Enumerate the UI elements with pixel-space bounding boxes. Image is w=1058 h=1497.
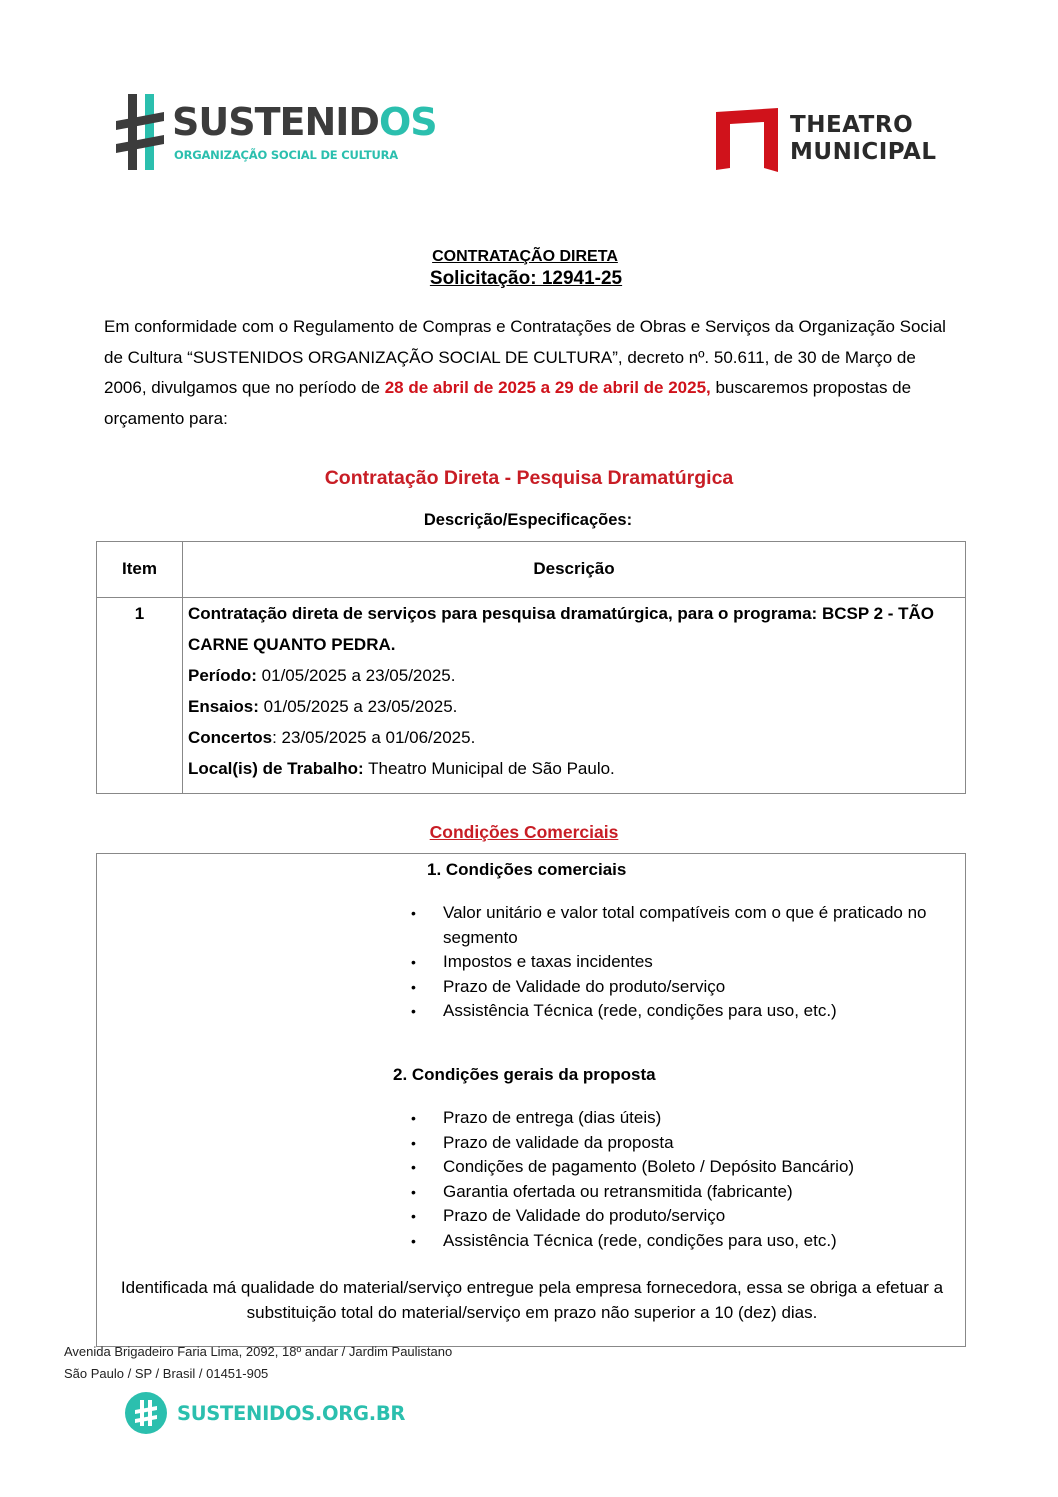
list-item: • Assistência Técnica (rede, condições para uso, etc.) bbox=[97, 1229, 967, 1254]
sustenidos-logo bbox=[116, 94, 437, 174]
rehearsals-line: Ensaios: 01/05/2025 a 23/05/2025. bbox=[188, 697, 458, 716]
theatro-name: THEATRO MUNICIPAL bbox=[790, 112, 937, 165]
list-item: • Condições de pagamento (Boleto / Depósito Bancário) bbox=[97, 1155, 967, 1180]
theatro-municipal-logo bbox=[716, 108, 956, 174]
request-number: Solicitação: 12941-25 bbox=[429, 268, 623, 289]
section-title: Contratação Direta - Pesquisa Dramatúrgica bbox=[324, 467, 734, 489]
list-item: • Garantia ofertada ou retransmitida (fabricante) bbox=[97, 1180, 967, 1205]
conditions-heading-1: 1. Condições comerciais bbox=[427, 860, 627, 879]
column-header-item: Item bbox=[122, 559, 157, 578]
location-line: Local(is) de Trabalho: Theatro Municipal de São Paulo. bbox=[188, 759, 615, 778]
item-number: 1 bbox=[134, 604, 145, 623]
hash-circle-icon bbox=[125, 1392, 167, 1434]
period-highlight: 28 de abril de 2025 a 29 de abril de 2025, bbox=[384, 378, 711, 397]
list-item: • Prazo de Validade do produto/serviço bbox=[97, 1204, 967, 1229]
hash-logo-icon bbox=[116, 94, 164, 170]
footer-address-line-1: Avenida Brigadeiro Faria Lima, 2092, 18º andar / Jardim Paulistano bbox=[64, 1344, 453, 1359]
list-item: • Valor unitário e valor total compatíveis com o que é praticado no segmento bbox=[97, 901, 967, 950]
item-headline: Contratação direta de serviços para pesquisa dramatúrgica, para o programa: BCSP 2 - TÃO CARNE QUANTO PEDRA. bbox=[188, 604, 935, 654]
column-header-description: Descrição bbox=[533, 559, 615, 578]
list-item: • Prazo de Validade do produto/serviço bbox=[97, 975, 967, 1000]
concerts-line: Concertos: 23/05/2025 a 01/06/2025. bbox=[188, 728, 476, 747]
brand-name: SUSTENIDOS bbox=[172, 100, 437, 144]
document-title: CONTRATAÇÃO DIRETA bbox=[432, 248, 618, 265]
table-divider bbox=[182, 542, 183, 793]
website-link[interactable]: SUSTENIDOS.ORG.BR bbox=[177, 1402, 406, 1425]
list-item: • Prazo de validade da proposta bbox=[97, 1131, 967, 1156]
conditions-heading-2: 2. Condições gerais da proposta bbox=[393, 1065, 656, 1084]
footer-address-line-2: São Paulo / SP / Brasil / 01451-905 bbox=[64, 1366, 269, 1381]
list-item: • Impostos e taxas incidentes bbox=[97, 950, 967, 975]
brand-tagline: ORGANIZAÇÃO SOCIAL DE CULTURA bbox=[174, 148, 398, 162]
footer-logo bbox=[125, 1392, 406, 1436]
conditions-title: Condições Comerciais bbox=[429, 822, 619, 842]
item-description bbox=[188, 598, 951, 784]
theatro-mark-icon bbox=[716, 108, 778, 172]
conditions-list-2 bbox=[97, 1106, 967, 1253]
conditions-list-1 bbox=[97, 901, 967, 1024]
closing-note: Identificada má qualidade do material/serviço entregue pela empresa fornecedora, essa se obriga a efetuar a substituição total do material/serviço em prazo não superior a 10 (dez) dias. bbox=[120, 1278, 944, 1322]
list-item: • Assistência Técnica (rede, condições para uso, etc.) bbox=[97, 999, 967, 1024]
description-label: Descrição/Especificações: bbox=[423, 511, 633, 529]
period-line: Período: 01/05/2025 a 23/05/2025. bbox=[188, 666, 456, 685]
conditions-box bbox=[96, 853, 966, 1347]
item-table bbox=[96, 541, 966, 794]
intro-paragraph: Em conformidade com o Regulamento de Compras e Contratações de Obras e Serviços da Organização Social de Cultura “SUSTENIDOS ORGANIZAÇÃO SOCIAL DE CULTURA”, decreto nº. 50.611, de 30 de Março de 2006, divulgamos que no período de 28 de abril de 2025 a 29 de abril de 2025, buscaremos propostas de orçamento para: bbox=[104, 317, 946, 428]
list-item: • Prazo de entrega (dias úteis) bbox=[97, 1106, 967, 1131]
